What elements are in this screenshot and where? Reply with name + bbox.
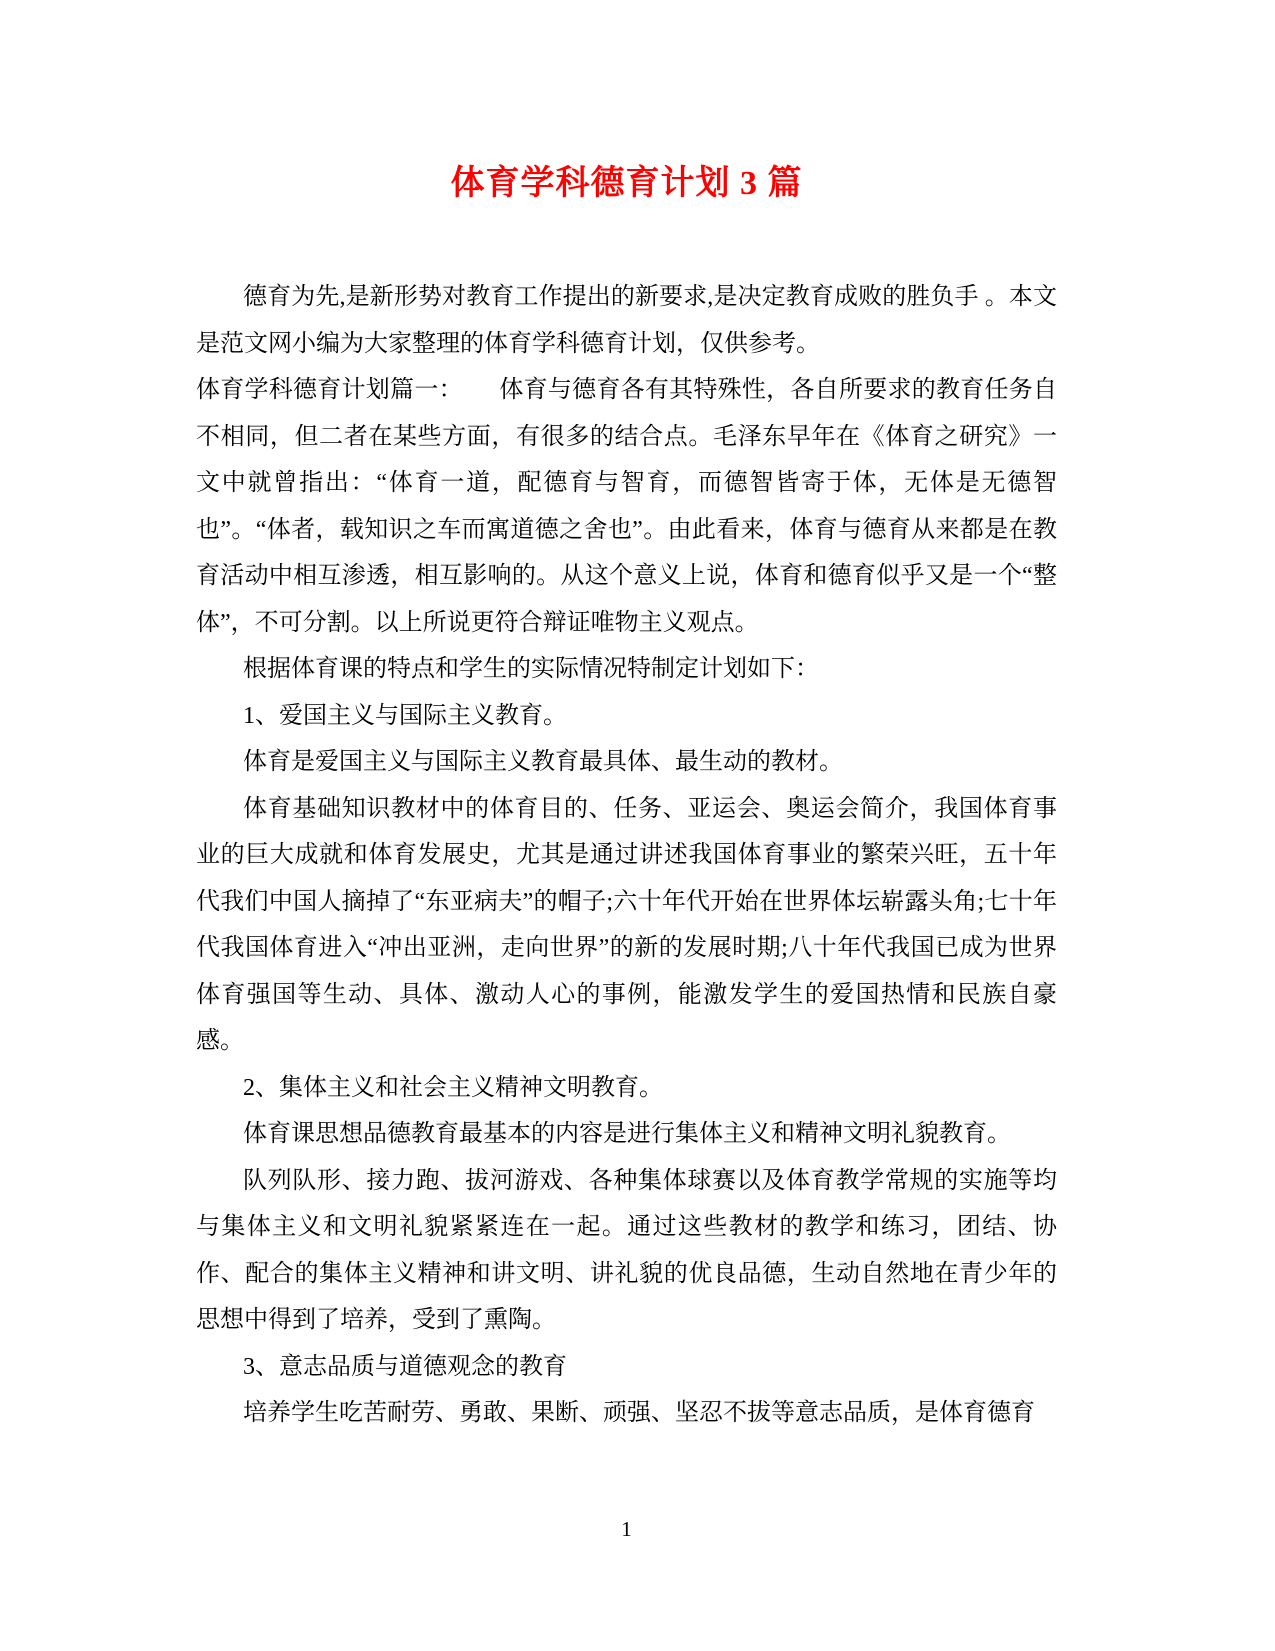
paragraph-item-2-intro: 体育课思想品德教育最基本的内容是进行集体主义和精神文明礼貌教育。 (243, 1121, 1011, 1147)
page-footer (196, 1516, 1057, 1542)
paragraph-item-3-heading: 3、意志品质与道德观念的教育 (243, 1353, 567, 1380)
paragraph-item-2-heading: 2、集体主义和社会主义精神文明教育。 (243, 1074, 663, 1101)
paragraph-item-1-intro: 体育是爱国主义与国际主义教育最具体、最生动的教材。 (243, 749, 843, 775)
document-body (196, 274, 1057, 1437)
paragraph-plan-basis: 根据体育课的特点和学生的实际情况特制定计划如下： (243, 656, 819, 682)
paragraph-plan-one: 体育学科德育计划篇一： 体育与德育各有其特殊性，各自所要求的教育任务自不相同，但二者在某些方面，有很多的结合点。毛泽东早年在《体育之研究》一文中就曾指出：“体育一道，配德育与智育，而德智皆寄于体，无体是无德智也”。“体者，载知识之车而寓道德之舍也”。由此看来，体育与德育从来都是在教育活动中相互渗透，相互影响的。从这个意义上说，体育和德育似乎又是一个“整体”，不可分割。以上所说更符合辩证唯物主义观点。 (196, 377, 1057, 636)
paragraph-item-2-body: 队列队形、接力跑、拔河游戏、各种集体球赛以及体育教学常规的实施等均与集体主义和文明礼貌紧紧连在一起。通过这些教材的教学和练习，团结、协作、配合的集体主义精神和讲文明、讲礼貌的优良品德，生动自然地在青少年的思想中得到了培养，受到了熏陶。 (196, 1167, 1057, 1333)
paragraph-item-1-body: 体育基础知识教材中的体育目的、任务、亚运会、奥运会简介，我国体育事业的巨大成就和体育发展史，尤其是通过讲述我国体育事业的繁荣兴旺，五十年代我们中国人摘掉了“东亚病夫”的帽子;六十年代开始在世界体坛崭露头角;七十年代我国体育进入“冲出亚洲，走向世界”的新的发展时期;八十年代我国已成为世界体育强国等生动、具体、激动人心的事例，能激发学生的爱国热情和民族自豪感。 (196, 795, 1057, 1054)
paragraph-intro: 德育为先,是新形势对教育工作提出的新要求,是决定教育成败的胜负手 。本文是范文网小编为大家整理的体育学科德育计划，仅供参考。 (196, 284, 1057, 357)
document-title: 体育学科德育计划 3 篇 (450, 165, 803, 202)
paragraph-item-1-heading: 1、爱国主义与国际主义教育。 (243, 702, 567, 729)
page-number: 1 (621, 1517, 632, 1541)
paragraph-item-3-body: 培养学生吃苦耐劳、勇敢、果断、顽强、坚忍不拔等意志品质，是体育德育 (243, 1400, 1035, 1426)
